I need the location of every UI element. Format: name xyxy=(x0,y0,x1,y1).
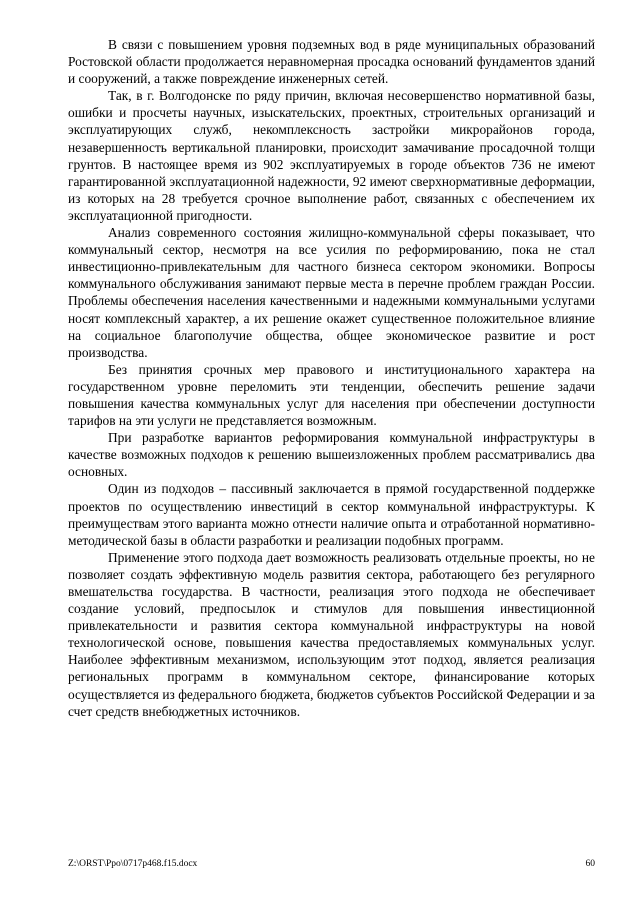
paragraph-6: Один из подходов – пассивный заключается в прямой государственной поддержке проектов по осуществлению инвестиций в сектор коммунальной инфраструктуры. К преимуществам этого варианта можно отнести наличие опыта и отработанной нормативно-методической базы в области разработки и реализации подобных программ. xyxy=(68,481,595,548)
paragraph-3: Анализ современного состояния жилищно-коммунальной сферы показывает, что коммунальный сектор, несмотря на все усилия по реформированию, пока не стал инвестиционно-привлекательным для частного бизнеса сектором экономики. Вопросы коммунального обслуживания занимают первые места в перечне проблем граждан России. Проблемы обеспечения населения качественными и надежными коммунальными услугами носят комплексный характер, а их решение окажет существенное положительное влияние на социальное благополучие общества, общее экономическое развитие и рост производства. xyxy=(68,225,595,360)
paragraph-1: В связи с повышением уровня подземных вод в ряде муниципальных образований Ростовской области продолжается неравномерная просадка оснований фундаментов зданий и сооружений, а также повреждение инженерных сетей. xyxy=(68,37,595,87)
paragraph-7: Применение этого подхода дает возможность реализовать отдельные проекты, но не позволяет создать эффективную модель развития сектора, работающего без регулярного вмешательства государства. В частности, реализация этого подхода не обеспечивает создание условий, предпосылок и стимулов для повышения инвестиционной привлекательности и развития сектора коммунальной инфраструктуры на новой технологической основе, повышения качества предоставляемых коммунальных услуг. Наиболее эффективным механизмом, использующим этот подход, является реализация региональных программ в коммунальном секторе, финансирование которых осуществляется из федерального бюджета, бюджетов субъектов Российской Федерации и за счет средств внебюджетных источников. xyxy=(68,549,595,719)
paragraph-2: Так, в г. Волгодонске по ряду причин, включая несовершенство нормативной базы, ошибки и просчеты научных, изыскательских, проектных, строительных организаций и эксплуатирующих служб, некомплексность застройки микрорайонов города, незавершенность вертикальной планировки, происходит замачивание просадочной толщи грунтов. В настоящее время из 902 эксплуатируемых в городе объектов 736 не имеют гарантированной эксплуатационной надежности, 92 имеют сверхнормативные деформации, из которых на 28 требуется срочное выполнение работ, связанных с обеспечением их эксплуатационной пригодности. xyxy=(68,88,595,223)
footer-page-number: 60 xyxy=(585,859,595,869)
paragraph-4: Без принятия срочных мер правового и институционального характера на государственном уровне переломить эти тенденции, обеспечить решение задачи повышения качества коммунальных услуг для населения при обеспечении доступности тарифов на эти услуги не представляется возможным. xyxy=(68,361,595,429)
document-body xyxy=(68,36,595,720)
paragraph-5: При разработке вариантов реформирования коммунальной инфраструктуры в качестве возможных подходов к решению вышеизложенных проблем рассматривались два основных. xyxy=(68,430,595,480)
footer-file-path: Z:\ORST\Ppo\0717p468.f15.docx xyxy=(68,859,198,869)
